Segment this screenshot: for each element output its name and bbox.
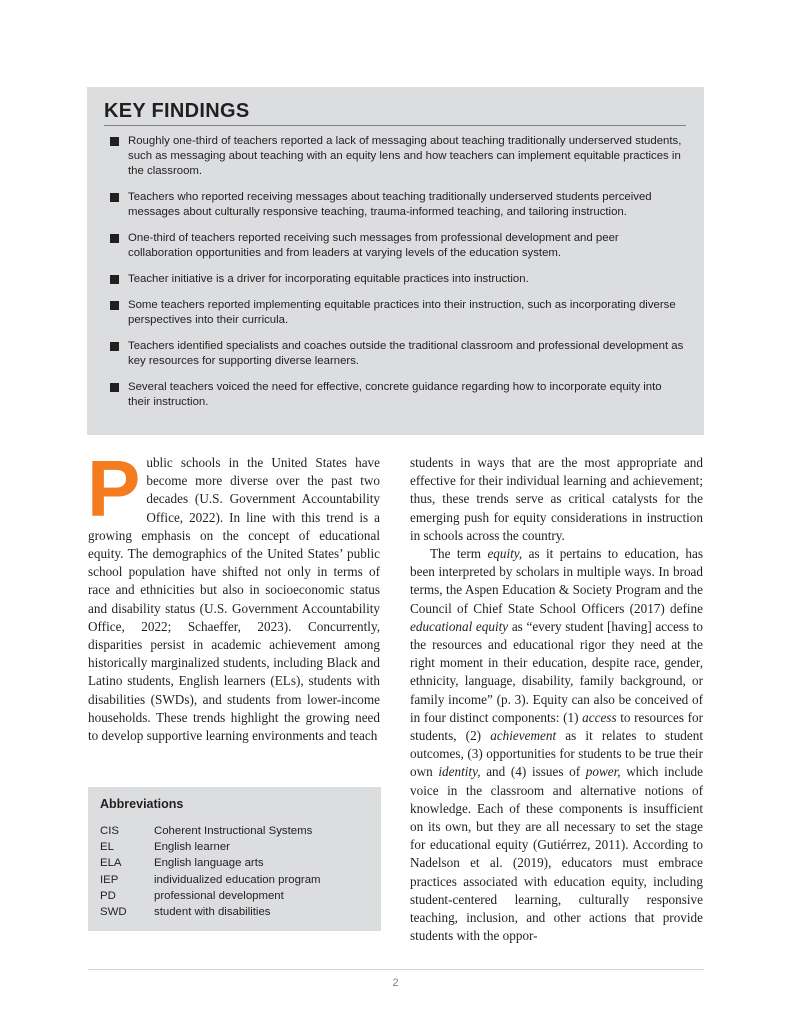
square-bullet-icon bbox=[110, 137, 119, 146]
equity-emphasis: equity, bbox=[487, 546, 523, 562]
abbreviation-definition: English learner bbox=[154, 841, 230, 854]
abbreviation-term: EL bbox=[100, 841, 114, 854]
abbreviation-term: PD bbox=[100, 889, 116, 902]
key-finding-item bbox=[107, 231, 685, 261]
abbreviation-definition: individualized education program bbox=[154, 873, 321, 886]
page-number: 2 bbox=[392, 977, 399, 989]
equity-text: The term bbox=[430, 546, 488, 562]
key-finding-item bbox=[107, 190, 685, 220]
abbreviations-box bbox=[88, 787, 381, 931]
key-finding-text: Teacher initiative is a driver for incorporating equitable practices into instruction. bbox=[128, 273, 529, 285]
body-column-right bbox=[410, 454, 703, 945]
equity-text: and (4) issues of bbox=[480, 764, 586, 780]
equity-text: as “every student [having] access to the resources and educational rigor they need at the right moment in their education, despite race, gender, ethnicity, language, disability, family background, or family income” (p. 3). Equity can also be conceived of in four distinct components: (1) bbox=[410, 618, 703, 725]
key-finding-text: Teachers identified specialists and coaches outside the traditional classroom and professional development as key resources for supporting diverse learners. bbox=[128, 340, 684, 367]
key-finding-item bbox=[107, 272, 685, 287]
abbreviation-row bbox=[100, 839, 370, 855]
abbreviation-row bbox=[100, 904, 370, 920]
abbreviations-title: Abbreviations bbox=[100, 797, 184, 811]
equity-paragraph bbox=[410, 545, 703, 945]
key-finding-text: Some teachers reported implementing equitable practices into their instruction, such as incorporating diverse perspectives into their curricula. bbox=[128, 299, 676, 326]
equity-text: which include voice in the classroom and alternative notions of knowledge. Each of these components is insufficient on its own, but they are all necessary to set the stage for educational equity (Gutiérrez, 2011). According to Nadelson et al. (2019), educators must embrace practices associated with education equity, including student-centered learning, culturally responsive teaching, inclusion, and other actions that provide students with the oppor- bbox=[410, 764, 703, 944]
square-bullet-icon bbox=[110, 275, 119, 284]
key-findings-list bbox=[107, 134, 685, 421]
abbreviations-list bbox=[100, 823, 370, 920]
intro-paragraph-text: ublic schools in the United States have become more diverse over the past two decades (U.S. Government Accountability Office, 2022). In line with this trend is a growing emphasis on the concept of educational equity. The demographics of the United States’ public school population have shifted not only in terms of race and ethnicities but also in socioeconomic status and disability status (U.S. Government Accountability Office, 2022; Schaeffer, 2023). Concurrently, disparities persist in academic achievement among historically marginalized students, including Black and Latino students, English learners (ELs), students with disabilities (SWDs), and students from lower-income households. These trends highlight the growing need to develop supportive learning environments and teach bbox=[88, 455, 380, 744]
intro-paragraph-continued: students in ways that are the most appropriate and effective for their individual learning and achievement; thus, these trends serve as critical catalysts for the emerging push for equity considerations in instruction in schools across the country. bbox=[410, 455, 703, 543]
key-finding-item bbox=[107, 298, 685, 328]
square-bullet-icon bbox=[110, 342, 119, 351]
abbreviation-row bbox=[100, 855, 370, 871]
equity-emphasis: power, bbox=[585, 764, 621, 780]
abbreviation-term: SWD bbox=[100, 906, 127, 919]
square-bullet-icon bbox=[110, 301, 119, 310]
abbreviation-row bbox=[100, 823, 370, 839]
equity-emphasis: educational equity bbox=[410, 618, 509, 634]
abbreviation-row bbox=[100, 888, 370, 904]
key-finding-item bbox=[107, 134, 685, 179]
equity-text: to resources for students, (2) bbox=[410, 709, 703, 744]
key-finding-text: Several teachers voiced the need for effective, concrete guidance regarding how to incorporate equity into their instruction. bbox=[128, 381, 662, 408]
abbreviation-definition: professional development bbox=[154, 889, 284, 902]
equity-emphasis: access bbox=[582, 709, 617, 725]
drop-cap: P bbox=[87, 444, 141, 533]
square-bullet-icon bbox=[110, 234, 119, 243]
key-finding-item bbox=[107, 339, 685, 369]
key-finding-text: One-third of teachers reported receiving such messages from professional development and peer collaboration opportunities and from leaders at varying levels of the education system. bbox=[128, 232, 619, 259]
equity-emphasis: identity, bbox=[438, 764, 481, 780]
square-bullet-icon bbox=[110, 383, 119, 392]
key-finding-text: Roughly one-third of teachers reported a lack of messaging about teaching traditionally underserved students, such as messaging about teaching with an equity lens and how teachers can implement equitable practices in the classroom. bbox=[128, 135, 682, 177]
abbreviation-term: IEP bbox=[100, 873, 119, 886]
equity-emphasis: achievement bbox=[490, 728, 557, 744]
equity-text: as it relates to student outcomes, (3) opportunities for students to be true their own bbox=[410, 728, 703, 780]
key-finding-text: Teachers who reported receiving messages about teaching traditionally underserved students perceived messages about culturally responsive teaching, trauma-informed teaching, and tailoring instruction. bbox=[128, 191, 652, 218]
key-findings-box bbox=[87, 87, 704, 435]
abbreviation-definition: English language arts bbox=[154, 857, 264, 870]
square-bullet-icon bbox=[110, 193, 119, 202]
body-column-left bbox=[87, 444, 380, 745]
abbreviation-term: CIS bbox=[100, 825, 119, 837]
abbreviation-term: ELA bbox=[100, 857, 122, 870]
abbreviation-definition: Coherent Instructional Systems bbox=[154, 825, 313, 837]
key-findings-title: KEY FINDINGS bbox=[104, 99, 686, 126]
footer-divider bbox=[88, 969, 704, 970]
abbreviation-definition: student with disabilities bbox=[154, 906, 271, 919]
key-finding-item bbox=[107, 380, 685, 410]
intro-paragraph bbox=[87, 444, 380, 745]
equity-text: as it pertains to education, has been interpreted by scholars in multiple ways. In broad terms, the Aspen Education & Society Program and the Council of Chief State School Officers (2017) define bbox=[410, 546, 703, 616]
abbreviation-row bbox=[100, 872, 370, 888]
